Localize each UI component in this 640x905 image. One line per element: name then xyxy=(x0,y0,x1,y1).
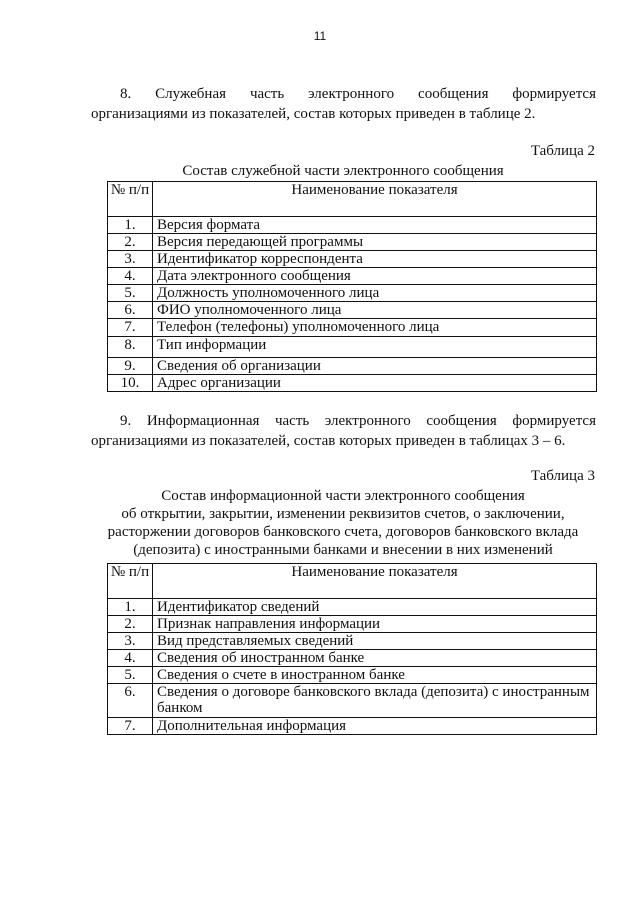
row-number: 5. xyxy=(108,285,153,302)
table-row xyxy=(108,234,597,251)
paragraph-9-line-1: 9. Информационная часть электронного сообщения формируется xyxy=(120,413,596,429)
row-indicator-name: Версия формата xyxy=(153,217,597,234)
row-number: 7. xyxy=(108,319,153,337)
table-3-header-row xyxy=(108,564,597,599)
table-row xyxy=(108,319,597,337)
row-number: 7. xyxy=(108,718,153,735)
row-number: 6. xyxy=(108,302,153,319)
row-number: 4. xyxy=(108,268,153,285)
column-header-name: Наименование показателя xyxy=(153,182,597,217)
paragraph-9 xyxy=(91,411,596,451)
table-row xyxy=(108,337,597,358)
paragraph-8-line-2: организациями из показателей, состав которых приведен в таблице 2. xyxy=(91,106,536,122)
table-3-title-line: об открытии, закрытии, изменении реквизитов счетов, о заключении, xyxy=(121,506,565,522)
table-row xyxy=(108,684,597,718)
table-row xyxy=(108,667,597,684)
table-row xyxy=(108,375,597,392)
paragraph-8-line-1: 8. Служебная часть электронного сообщения формируется xyxy=(120,86,596,102)
row-number: 10. xyxy=(108,375,153,392)
row-number: 3. xyxy=(108,251,153,268)
row-indicator-name: Адрес организации xyxy=(153,375,597,392)
table-row xyxy=(108,718,597,735)
paragraph-8 xyxy=(91,84,596,124)
table-row xyxy=(108,251,597,268)
table-row xyxy=(108,633,597,650)
column-header-number: № п/п xyxy=(108,564,153,599)
table-2-title: Состав служебной части электронного сообщения xyxy=(182,163,504,179)
row-number: 4. xyxy=(108,650,153,667)
row-indicator-name: Сведения об иностранном банке xyxy=(153,650,597,667)
row-number: 1. xyxy=(108,599,153,616)
table-row xyxy=(108,599,597,616)
table-row xyxy=(108,616,597,633)
row-indicator-name: Сведения о счете в иностранном банке xyxy=(153,667,597,684)
table-3-label: Таблица 3 xyxy=(530,468,595,484)
row-indicator-name: Вид представляемых сведений xyxy=(153,633,597,650)
table-row xyxy=(108,358,597,375)
paragraph-9-line-2: организациями из показателей, состав которых приведен в таблицах 3 – 6. xyxy=(91,433,566,449)
row-indicator-name: Идентификатор сведений xyxy=(153,599,597,616)
row-indicator-name: Телефон (телефоны) уполномоченного лица xyxy=(153,319,597,337)
table-2 xyxy=(107,181,597,392)
table-3-title xyxy=(90,487,596,559)
row-number: 2. xyxy=(108,616,153,633)
table-3-title-line: (депозита) с иностранными банками и внесении в них изменений xyxy=(133,542,553,558)
row-number: 6. xyxy=(108,684,153,718)
row-number: 8. xyxy=(108,337,153,358)
table-row xyxy=(108,268,597,285)
row-indicator-name: Идентификатор корреспондента xyxy=(153,251,597,268)
row-indicator-name: Сведения о договоре банковского вклада (депозита) с иностранным банком xyxy=(153,684,597,718)
table-row xyxy=(108,217,597,234)
table-row xyxy=(108,302,597,319)
row-number: 3. xyxy=(108,633,153,650)
column-header-number: № п/п xyxy=(108,182,153,217)
row-indicator-name: Версия передающей программы xyxy=(153,234,597,251)
row-indicator-name: Тип информации xyxy=(153,337,597,358)
table-3-title-line: расторжении договоров банковского счета, договоров банковского вклада xyxy=(107,524,579,540)
page-number: 11 xyxy=(313,29,327,43)
row-indicator-name: Должность уполномоченного лица xyxy=(153,285,597,302)
row-indicator-name: Дата электронного сообщения xyxy=(153,268,597,285)
table-row xyxy=(108,285,597,302)
column-header-name: Наименование показателя xyxy=(153,564,597,599)
row-number: 1. xyxy=(108,217,153,234)
table-2-label: Таблица 2 xyxy=(530,143,595,159)
row-number: 2. xyxy=(108,234,153,251)
row-indicator-name: Дополнительная информация xyxy=(153,718,597,735)
table-3 xyxy=(107,563,597,735)
row-indicator-name: ФИО уполномоченного лица xyxy=(153,302,597,319)
table-3-title-line: Состав информационной части электронного сообщения xyxy=(161,488,525,504)
table-row xyxy=(108,650,597,667)
row-indicator-name: Признак направления информации xyxy=(153,616,597,633)
table-2-header-row xyxy=(108,182,597,217)
row-indicator-name: Сведения об организации xyxy=(153,358,597,375)
row-number: 5. xyxy=(108,667,153,684)
row-number: 9. xyxy=(108,358,153,375)
